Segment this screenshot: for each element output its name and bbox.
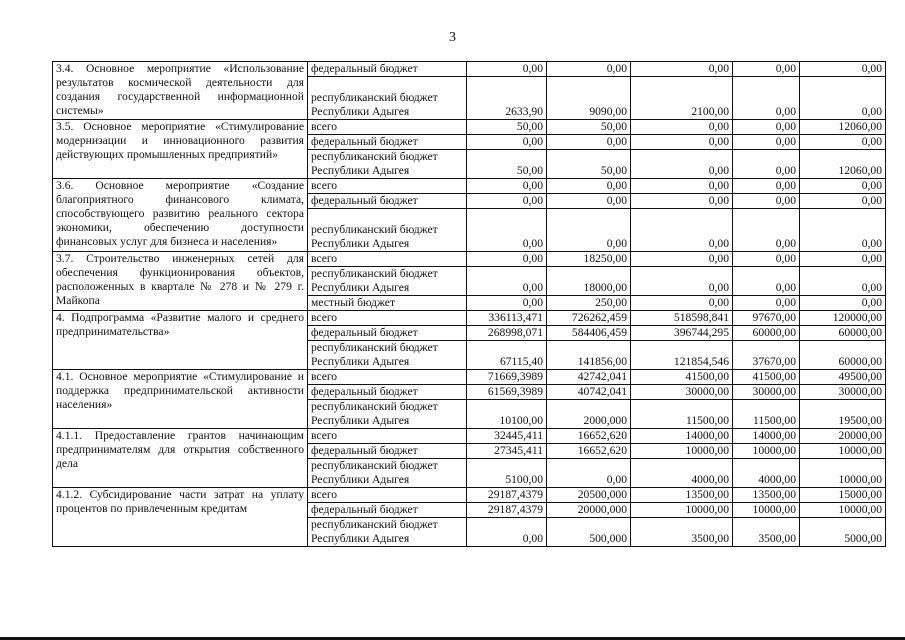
- amount-cell: 15000,00: [800, 488, 886, 503]
- amount-cell: 10000,00: [733, 444, 800, 459]
- amount-cell: 10000,00: [631, 503, 733, 518]
- funding-source-cell: республиканский бюджет Республики Адыгея: [308, 267, 467, 296]
- amount-cell: 19500,00: [800, 400, 886, 429]
- amount-cell: 27345,411: [467, 444, 547, 459]
- amount-cell: 10000,00: [800, 444, 886, 459]
- amount-cell: 50,00: [467, 150, 547, 179]
- amount-cell: 37670,00: [733, 341, 800, 370]
- funding-source-cell: всего: [308, 370, 467, 385]
- amount-cell: 29187,4379: [467, 503, 547, 518]
- funding-source-cell: федеральный бюджет: [308, 503, 467, 518]
- amount-cell: 0,00: [733, 135, 800, 150]
- amount-cell: 30000,00: [733, 385, 800, 400]
- amount-cell: 0,00: [800, 179, 886, 194]
- funding-source-cell: республиканский бюджет Республики Адыгея: [308, 459, 467, 488]
- amount-cell: 2100,00: [631, 77, 733, 120]
- amount-cell: 10100,00: [467, 400, 547, 429]
- funding-source-cell: республиканский бюджет Республики Адыгея: [308, 77, 467, 120]
- funding-source-cell: республиканский бюджет Республики Адыгея: [308, 341, 467, 370]
- amount-cell: 0,00: [631, 267, 733, 296]
- funding-source-cell: всего: [308, 311, 467, 326]
- amount-cell: 30000,00: [631, 385, 733, 400]
- amount-cell: 11500,00: [733, 400, 800, 429]
- funding-source-cell: всего: [308, 252, 467, 267]
- amount-cell: 16652,620: [547, 444, 631, 459]
- amount-cell: 0,00: [631, 150, 733, 179]
- amount-cell: 0,00: [467, 518, 547, 547]
- amount-cell: 0,00: [733, 62, 800, 77]
- amount-cell: 0,00: [467, 194, 547, 209]
- amount-cell: 18250,00: [547, 252, 631, 267]
- table-row: [53, 370, 886, 385]
- amount-cell: 0,00: [800, 209, 886, 252]
- amount-cell: 16652,620: [547, 429, 631, 444]
- amount-cell: 396744,295: [631, 326, 733, 341]
- amount-cell: 67115,40: [467, 341, 547, 370]
- activity-name-cell: 4.1. Основное мероприятие «Стимулирование и поддержка предпринимательской активности населения»: [53, 370, 308, 429]
- amount-cell: 0,00: [467, 179, 547, 194]
- amount-cell: 0,00: [631, 194, 733, 209]
- amount-cell: 0,00: [467, 209, 547, 252]
- amount-cell: 0,00: [733, 77, 800, 120]
- amount-cell: 40742,041: [547, 385, 631, 400]
- amount-cell: 0,00: [800, 252, 886, 267]
- budget-table: [52, 61, 886, 547]
- amount-cell: 250,00: [547, 296, 631, 311]
- amount-cell: 0,00: [733, 179, 800, 194]
- amount-cell: 0,00: [631, 209, 733, 252]
- funding-source-cell: федеральный бюджет: [308, 326, 467, 341]
- funding-source-cell: федеральный бюджет: [308, 444, 467, 459]
- amount-cell: 0,00: [733, 296, 800, 311]
- amount-cell: 0,00: [733, 194, 800, 209]
- amount-cell: 60000,00: [800, 326, 886, 341]
- amount-cell: 9090,00: [547, 77, 631, 120]
- amount-cell: 4000,00: [631, 459, 733, 488]
- funding-source-cell: всего: [308, 488, 467, 503]
- amount-cell: 336113,471: [467, 311, 547, 326]
- funding-source-cell: республиканский бюджет Республики Адыгея: [308, 209, 467, 252]
- amount-cell: 50,00: [547, 120, 631, 135]
- amount-cell: 50,00: [467, 120, 547, 135]
- table-row: [53, 252, 886, 267]
- amount-cell: 61569,3989: [467, 385, 547, 400]
- amount-cell: 0,00: [467, 252, 547, 267]
- amount-cell: 14000,00: [631, 429, 733, 444]
- amount-cell: 0,00: [800, 267, 886, 296]
- table-row: [53, 429, 886, 444]
- funding-source-cell: республиканский бюджет Республики Адыгея: [308, 400, 467, 429]
- funding-source-cell: федеральный бюджет: [308, 385, 467, 400]
- amount-cell: 0,00: [631, 120, 733, 135]
- amount-cell: 0,00: [631, 135, 733, 150]
- amount-cell: 11500,00: [631, 400, 733, 429]
- table-row: [53, 179, 886, 194]
- activity-name-cell: 4.1.1. Предоставление грантов начинающим предпринимателям для открытия собственного дела: [53, 429, 308, 488]
- amount-cell: 60000,00: [733, 326, 800, 341]
- amount-cell: 32445,411: [467, 429, 547, 444]
- amount-cell: 12060,00: [800, 120, 886, 135]
- activity-name-cell: 4. Подпрограмма «Развитие малого и среднего предпринимательства»: [53, 311, 308, 370]
- amount-cell: 0,00: [547, 179, 631, 194]
- table-row: [53, 62, 886, 77]
- amount-cell: 60000,00: [800, 341, 886, 370]
- amount-cell: 0,00: [547, 209, 631, 252]
- activity-name-cell: 3.4. Основное мероприятие «Использование результатов космической деятельности для создания государственной информационной системы»: [53, 62, 308, 120]
- amount-cell: 0,00: [631, 296, 733, 311]
- amount-cell: 0,00: [800, 194, 886, 209]
- amount-cell: 10000,00: [800, 459, 886, 488]
- amount-cell: 0,00: [733, 150, 800, 179]
- amount-cell: 0,00: [800, 62, 886, 77]
- amount-cell: 42742,041: [547, 370, 631, 385]
- funding-source-cell: республиканский бюджет Республики Адыгея: [308, 518, 467, 547]
- amount-cell: 0,00: [467, 62, 547, 77]
- amount-cell: 0,00: [800, 135, 886, 150]
- amount-cell: 584406,459: [547, 326, 631, 341]
- amount-cell: 268998,071: [467, 326, 547, 341]
- page-number: 3: [449, 30, 456, 45]
- amount-cell: 30000,00: [800, 385, 886, 400]
- amount-cell: 5000,00: [800, 518, 886, 547]
- amount-cell: 0,00: [733, 120, 800, 135]
- amount-cell: 18000,00: [547, 267, 631, 296]
- amount-cell: 3500,00: [733, 518, 800, 547]
- amount-cell: 0,00: [631, 252, 733, 267]
- amount-cell: 0,00: [467, 135, 547, 150]
- amount-cell: 0,00: [733, 252, 800, 267]
- amount-cell: 0,00: [631, 62, 733, 77]
- amount-cell: 10000,00: [733, 503, 800, 518]
- activity-name-cell: 3.6. Основное мероприятие «Создание благоприятного финансового климата, способствующего развитию реального сектора экономики, обеспечению доступности финансовых услуг для бизнеса и населения»: [53, 179, 308, 252]
- amount-cell: 4000,00: [733, 459, 800, 488]
- amount-cell: 20000,00: [800, 429, 886, 444]
- amount-cell: 71669,3989: [467, 370, 547, 385]
- amount-cell: 41500,00: [733, 370, 800, 385]
- amount-cell: 3500,00: [631, 518, 733, 547]
- amount-cell: 13500,00: [733, 488, 800, 503]
- amount-cell: 0,00: [547, 62, 631, 77]
- amount-cell: 0,00: [547, 459, 631, 488]
- amount-cell: 726262,459: [547, 311, 631, 326]
- amount-cell: 12060,00: [800, 150, 886, 179]
- amount-cell: 0,00: [467, 296, 547, 311]
- amount-cell: 5100,00: [467, 459, 547, 488]
- funding-source-cell: всего: [308, 179, 467, 194]
- amount-cell: 2633,90: [467, 77, 547, 120]
- funding-source-cell: всего: [308, 429, 467, 444]
- funding-source-cell: федеральный бюджет: [308, 135, 467, 150]
- amount-cell: 0,00: [800, 77, 886, 120]
- amount-cell: 97670,00: [733, 311, 800, 326]
- amount-cell: 20500,000: [547, 488, 631, 503]
- activity-name-cell: 4.1.2. Субсидирование части затрат на уплату процентов по привлеченным кредитам: [53, 488, 308, 547]
- amount-cell: 121854,546: [631, 341, 733, 370]
- amount-cell: 0,00: [733, 267, 800, 296]
- amount-cell: 0,00: [547, 194, 631, 209]
- amount-cell: 13500,00: [631, 488, 733, 503]
- amount-cell: 0,00: [800, 296, 886, 311]
- activity-name-cell: 3.7. Строительство инженерных сетей для обеспечения функционирования объектов, расположенных в квартале № 278 и № 279 г. Майкопа: [53, 252, 308, 311]
- funding-source-cell: федеральный бюджет: [308, 62, 467, 77]
- amount-cell: 518598,841: [631, 311, 733, 326]
- amount-cell: 29187,4379: [467, 488, 547, 503]
- amount-cell: 49500,00: [800, 370, 886, 385]
- amount-cell: 120000,00: [800, 311, 886, 326]
- amount-cell: 10000,00: [631, 444, 733, 459]
- amount-cell: 0,00: [467, 267, 547, 296]
- funding-source-cell: местный бюджет: [308, 296, 467, 311]
- amount-cell: 0,00: [631, 179, 733, 194]
- funding-source-cell: всего: [308, 120, 467, 135]
- amount-cell: 141856,00: [547, 341, 631, 370]
- amount-cell: 10000,00: [800, 503, 886, 518]
- funding-source-cell: республиканский бюджет Республики Адыгея: [308, 150, 467, 179]
- amount-cell: 41500,00: [631, 370, 733, 385]
- amount-cell: 2000,000: [547, 400, 631, 429]
- funding-source-cell: федеральный бюджет: [308, 194, 467, 209]
- amount-cell: 0,00: [547, 135, 631, 150]
- activity-name-cell: 3.5. Основное мероприятие «Стимулирование модернизации и инновационного развития действующих промышленных предприятий»: [53, 120, 308, 179]
- amount-cell: 500,000: [547, 518, 631, 547]
- amount-cell: 20000,000: [547, 503, 631, 518]
- amount-cell: 50,00: [547, 150, 631, 179]
- amount-cell: 0,00: [733, 209, 800, 252]
- table-row: [53, 311, 886, 326]
- table-row: [53, 488, 886, 503]
- amount-cell: 14000,00: [733, 429, 800, 444]
- table-row: [53, 120, 886, 135]
